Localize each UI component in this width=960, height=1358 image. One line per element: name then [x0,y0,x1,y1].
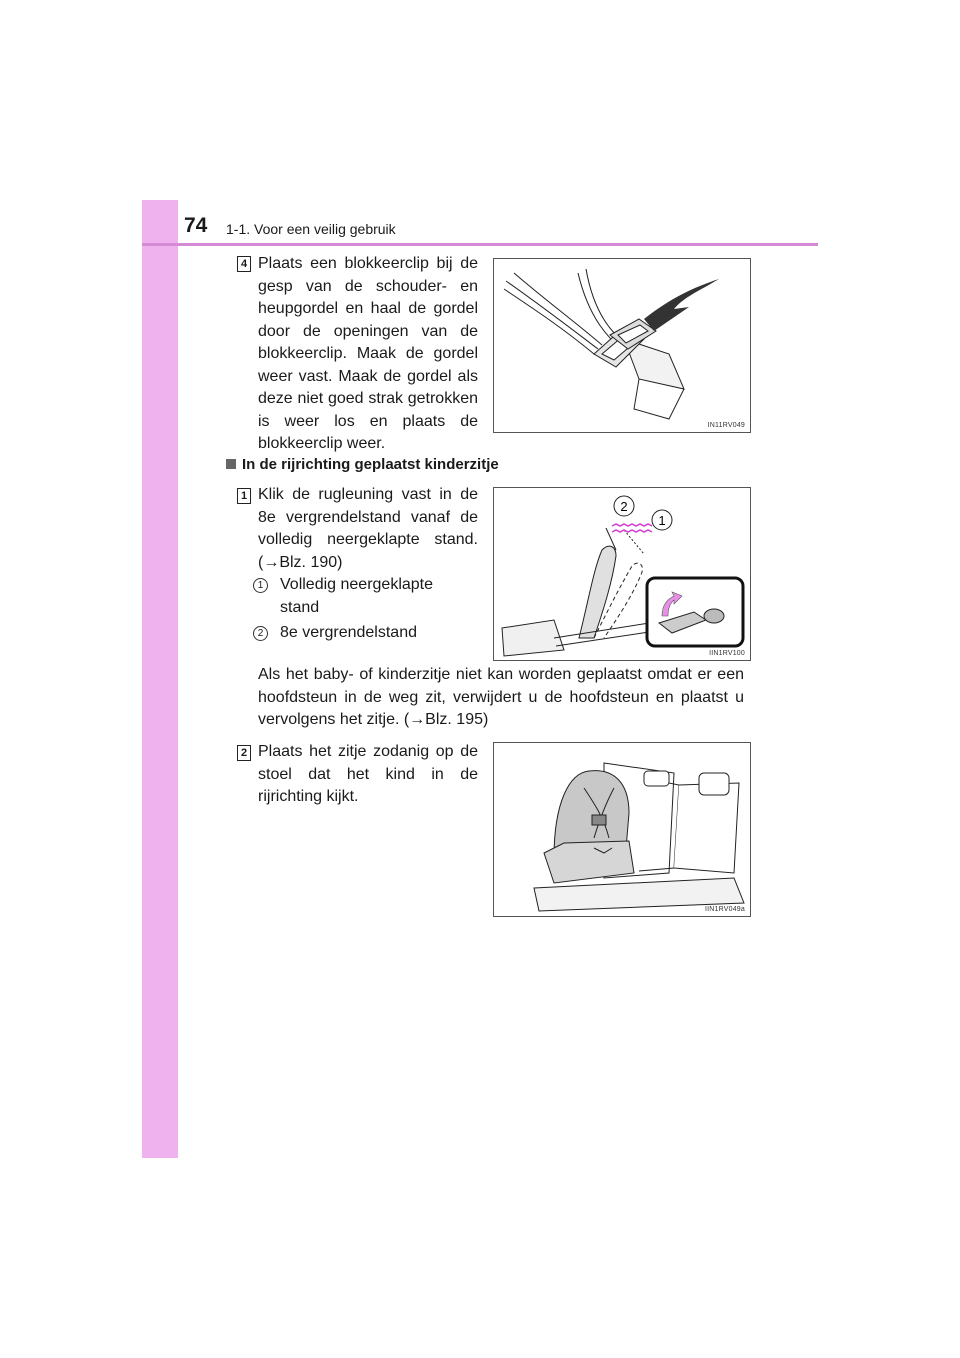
belt-clip-illustration [494,259,750,432]
section-marker-icon [226,459,236,469]
forward-seat-heading [226,456,499,473]
heading-text: In de rijrichting geplaatst kinderzitje [242,456,499,473]
item-number: 1 [253,578,268,593]
figure-code: IN11RV049 [707,422,745,429]
step-2-text: Plaats het zitje zodanig op de stoel dat het kind in de rijrichting kijkt. [258,743,478,805]
item-label: Volledig neergeklapte stand [280,576,434,616]
header-rule [142,243,818,246]
page-number: 74 [184,214,208,237]
figure-belt-clip [493,258,751,433]
seatback-illustration [494,488,750,660]
figure-child-seat [493,742,751,917]
figure-code: IIN1RV100 [709,650,745,657]
section-title: 1-1. Voor een veilig gebruik [226,221,396,237]
child-seat-illustration [494,743,750,916]
step-1-text: Klik de rugleuning vast in de 8e vergrendelstand vanaf de volledig neergeklapte stand. (→Blz. 190) [258,486,478,571]
item-label: 8e vergrendelstand [280,624,417,641]
item-number: 2 [253,626,268,641]
headrest-note: Als het baby- of kinderzitje niet kan worden geplaatst omdat er een hoofdsteun in de weg zit, verwijdert u de hoofdsteun en plaatst u vervolgens het zitje. (→Blz. 195) [258,666,744,728]
svg-text:2: 2 [620,499,628,514]
step-badge: 1 [237,488,251,504]
figure-seatback-lock [493,487,751,661]
step-badge: 2 [237,745,251,761]
figure-code: IIN1RV049a [704,906,745,913]
svg-text:1: 1 [658,513,666,528]
step-badge: 4 [237,256,251,272]
sidebar-tab [142,200,178,1158]
step-4-text: Plaats een blokkeerclip bij de gesp van de schouder- en heupgordel en haal de gordel door de openingen van de blokkeerclip. Maak de gordel weer vast. Maak de gordel als deze niet goed strak getrokken is weer los en plaats de blokkeerclip weer. [258,255,478,452]
